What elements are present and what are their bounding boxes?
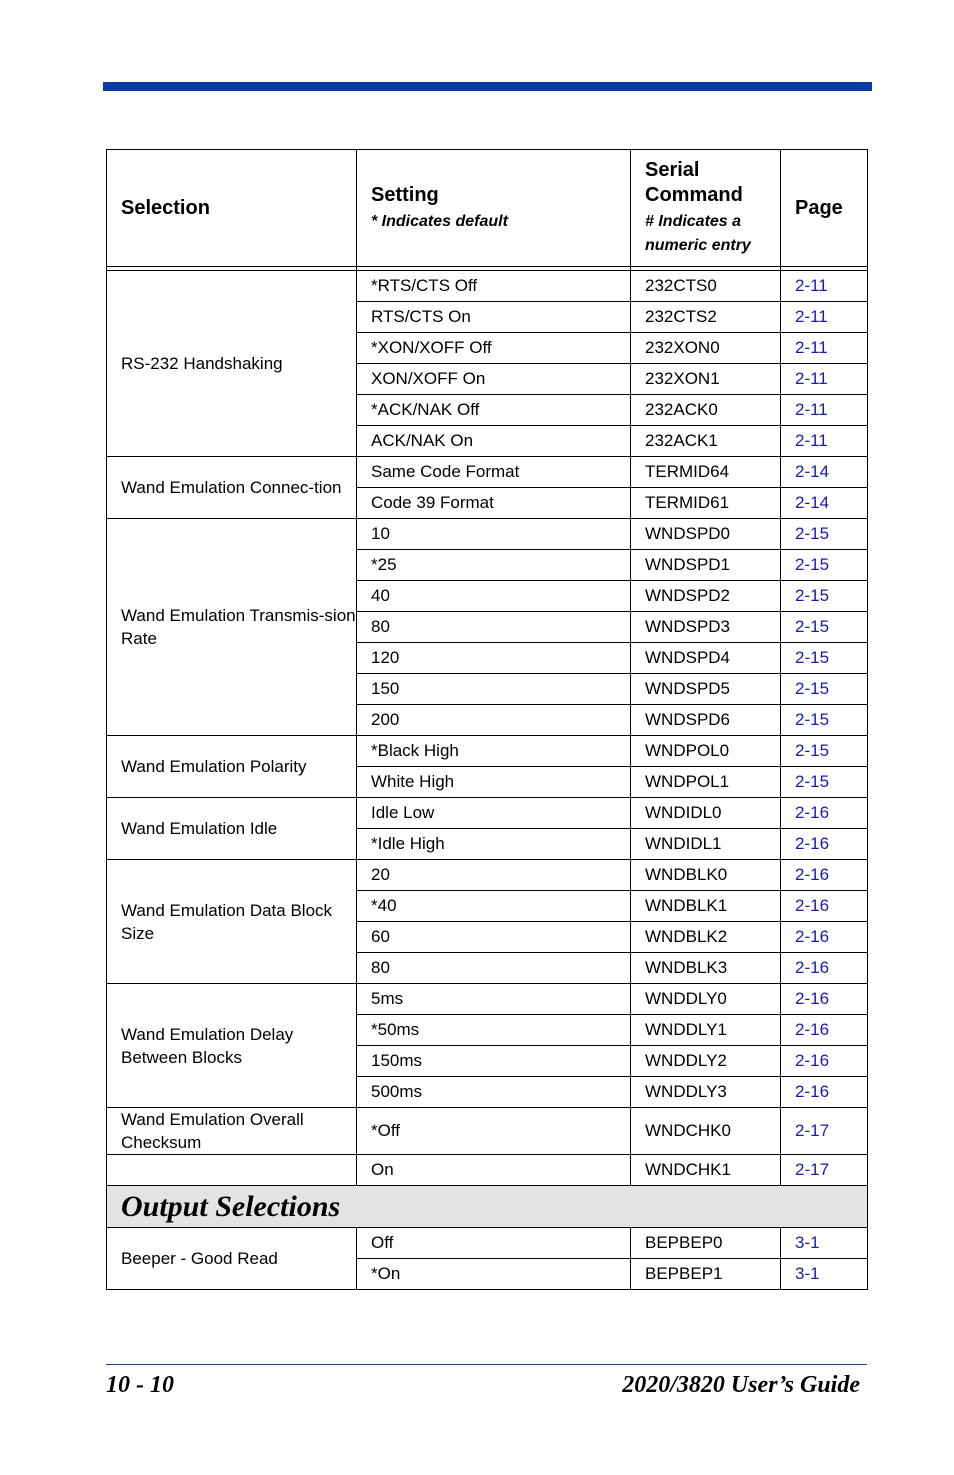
setting-cell: *RTS/CTS Off <box>357 271 631 302</box>
page-cell <box>781 612 868 643</box>
setting-cell: 40 <box>357 581 631 612</box>
selection-cell: Wand Emulation Overall Checksum <box>107 1108 357 1155</box>
serial-command-cell: 232CTS2 <box>631 302 781 333</box>
serial-command-cell: TERMID64 <box>631 457 781 488</box>
page-cell <box>781 1077 868 1108</box>
setting-cell: *50ms <box>357 1015 631 1046</box>
table-row <box>107 271 868 302</box>
page-cell <box>781 271 868 302</box>
page-link[interactable]: 2-15 <box>795 710 830 729</box>
section-row <box>107 1186 868 1228</box>
serial-command-cell: WNDCHK1 <box>631 1155 781 1186</box>
serial-command-cell: WNDIDL1 <box>631 829 781 860</box>
setting-cell: 200 <box>357 705 631 736</box>
page-cell <box>781 302 868 333</box>
selection-cell: Wand Emulation Idle <box>107 798 357 860</box>
selection-cell <box>107 1155 357 1186</box>
page-link[interactable]: 2-16 <box>795 958 830 977</box>
page-link[interactable]: 2-11 <box>795 369 828 388</box>
setting-cell: *On <box>357 1259 631 1290</box>
page-link[interactable]: 2-16 <box>795 1020 830 1039</box>
page-cell <box>781 736 868 767</box>
header-serial-command: Serial Command # Indicates a numeric entry <box>631 150 781 267</box>
setting-cell: *Black High <box>357 736 631 767</box>
table-row <box>107 984 868 1015</box>
serial-command-cell: TERMID61 <box>631 488 781 519</box>
serial-command-cell: 232XON1 <box>631 364 781 395</box>
footer-rule <box>106 1364 867 1365</box>
setting-cell: XON/XOFF On <box>357 364 631 395</box>
page-cell <box>781 891 868 922</box>
page-link[interactable]: 2-14 <box>795 462 830 481</box>
page-link[interactable]: 2-15 <box>795 741 830 760</box>
page-link[interactable]: 3-1 <box>795 1233 820 1252</box>
setting-cell: Same Code Format <box>357 457 631 488</box>
setting-cell: *XON/XOFF Off <box>357 333 631 364</box>
table-header-row <box>107 150 868 267</box>
page-link[interactable]: 2-11 <box>795 307 828 326</box>
table-row <box>107 1155 868 1186</box>
page-cell <box>781 705 868 736</box>
page-cell <box>781 1108 868 1155</box>
serial-command-cell: WNDSPD0 <box>631 519 781 550</box>
page-link[interactable]: 2-17 <box>795 1160 830 1179</box>
serial-command-cell: WNDSPD4 <box>631 643 781 674</box>
setting-cell: ACK/NAK On <box>357 426 631 457</box>
page-link[interactable]: 2-15 <box>795 648 830 667</box>
page-cell <box>781 674 868 705</box>
serial-command-cell: WNDSPD3 <box>631 612 781 643</box>
header-selection: Selection <box>107 150 357 267</box>
table-row <box>107 798 868 829</box>
page-link[interactable]: 2-17 <box>795 1121 830 1140</box>
setting-cell: 500ms <box>357 1077 631 1108</box>
selection-cell: RS-232 Handshaking <box>107 271 357 457</box>
page-cell <box>781 333 868 364</box>
page-cell <box>781 1046 868 1077</box>
setting-cell: 10 <box>357 519 631 550</box>
table-row <box>107 736 868 767</box>
serial-command-cell: WNDPOL0 <box>631 736 781 767</box>
table-row <box>107 1108 868 1155</box>
setting-cell: *Off <box>357 1108 631 1155</box>
serial-command-cell: 232ACK0 <box>631 395 781 426</box>
serial-command-cell: WNDDLY1 <box>631 1015 781 1046</box>
setting-cell: 5ms <box>357 984 631 1015</box>
page-cell <box>781 1228 868 1259</box>
serial-command-cell: WNDBLK3 <box>631 953 781 984</box>
setting-cell: Off <box>357 1228 631 1259</box>
page-link[interactable]: 2-11 <box>795 400 828 419</box>
page-cell <box>781 953 868 984</box>
page-link[interactable]: 2-15 <box>795 555 830 574</box>
serial-command-cell: WNDSPD2 <box>631 581 781 612</box>
page-link[interactable]: 2-15 <box>795 617 830 636</box>
serial-command-cell: WNDCHK0 <box>631 1108 781 1155</box>
page-cell <box>781 1155 868 1186</box>
serial-command-cell: WNDBLK0 <box>631 860 781 891</box>
page-cell <box>781 984 868 1015</box>
setting-cell: *25 <box>357 550 631 581</box>
serial-command-cell: 232CTS0 <box>631 271 781 302</box>
serial-command-cell: WNDSPD5 <box>631 674 781 705</box>
page-link[interactable]: 2-11 <box>795 338 828 357</box>
page-link[interactable]: 2-16 <box>795 927 830 946</box>
serial-command-cell: WNDPOL1 <box>631 767 781 798</box>
serial-command-cell: WNDBLK1 <box>631 891 781 922</box>
page-link[interactable]: 3-1 <box>795 1264 820 1283</box>
setting-cell: *ACK/NAK Off <box>357 395 631 426</box>
table-row <box>107 1228 868 1259</box>
serial-command-cell: WNDSPD1 <box>631 550 781 581</box>
page-cell <box>781 426 868 457</box>
page-link[interactable]: 2-16 <box>795 989 830 1008</box>
footer-page-number: 10 - 10 <box>106 1372 174 1398</box>
page-cell <box>781 488 868 519</box>
header-page: Page <box>781 150 868 267</box>
page-cell <box>781 922 868 953</box>
page-cell <box>781 860 868 891</box>
serial-command-cell: WNDDLY3 <box>631 1077 781 1108</box>
page-cell <box>781 519 868 550</box>
command-table <box>106 149 868 1290</box>
page-cell <box>781 364 868 395</box>
page-link[interactable]: 2-15 <box>795 772 830 791</box>
section-title: Output Selections <box>107 1186 868 1228</box>
setting-cell: *40 <box>357 891 631 922</box>
table-body <box>107 267 868 1290</box>
page-link[interactable]: 2-16 <box>795 1051 830 1070</box>
serial-command-cell: WNDDLY0 <box>631 984 781 1015</box>
header-rule <box>103 82 872 91</box>
page-cell <box>781 581 868 612</box>
setting-cell: 20 <box>357 860 631 891</box>
table-row <box>107 860 868 891</box>
selection-cell: Wand Emulation Polarity <box>107 736 357 798</box>
setting-cell: Code 39 Format <box>357 488 631 519</box>
selection-cell: Wand Emulation Connec-tion <box>107 457 357 519</box>
setting-cell: RTS/CTS On <box>357 302 631 333</box>
page-link[interactable]: 2-16 <box>795 1082 830 1101</box>
page-cell <box>781 1015 868 1046</box>
header-setting: Setting * Indicates default <box>357 150 631 267</box>
page-link[interactable]: 2-14 <box>795 493 830 512</box>
page-cell <box>781 643 868 674</box>
setting-cell: On <box>357 1155 631 1186</box>
page-link[interactable]: 2-16 <box>795 803 830 822</box>
setting-cell: 150 <box>357 674 631 705</box>
setting-cell: Idle Low <box>357 798 631 829</box>
selection-cell: Wand Emulation Data Block Size <box>107 860 357 984</box>
footer-guide-title: 2020/3820 User’s Guide <box>622 1372 860 1398</box>
serial-command-cell: 232XON0 <box>631 333 781 364</box>
page-cell <box>781 395 868 426</box>
setting-cell: 60 <box>357 922 631 953</box>
page-link[interactable]: 2-15 <box>795 679 830 698</box>
serial-command-cell: WNDIDL0 <box>631 798 781 829</box>
page-cell <box>781 767 868 798</box>
page-link[interactable]: 2-16 <box>795 834 830 853</box>
page-cell <box>781 457 868 488</box>
table-row <box>107 519 868 550</box>
selection-cell: Beeper - Good Read <box>107 1228 357 1290</box>
page-link[interactable]: 2-16 <box>795 896 830 915</box>
serial-command-cell: WNDSPD6 <box>631 705 781 736</box>
page-cell <box>781 550 868 581</box>
table-row <box>107 457 868 488</box>
page-link[interactable]: 2-16 <box>795 865 830 884</box>
page-link[interactable]: 2-15 <box>795 524 830 543</box>
serial-command-cell: WNDBLK2 <box>631 922 781 953</box>
serial-command-cell: BEPBEP0 <box>631 1228 781 1259</box>
page-cell <box>781 829 868 860</box>
setting-cell: 120 <box>357 643 631 674</box>
setting-cell: White High <box>357 767 631 798</box>
serial-command-cell: WNDDLY2 <box>631 1046 781 1077</box>
page-link[interactable]: 2-15 <box>795 586 830 605</box>
setting-cell: 80 <box>357 612 631 643</box>
serial-command-cell: BEPBEP1 <box>631 1259 781 1290</box>
page-cell <box>781 798 868 829</box>
setting-cell: 80 <box>357 953 631 984</box>
page-link[interactable]: 2-11 <box>795 276 828 295</box>
serial-command-cell: 232ACK1 <box>631 426 781 457</box>
page-cell <box>781 1259 868 1290</box>
selection-cell: Wand Emulation Transmis-sion Rate <box>107 519 357 736</box>
setting-cell: *Idle High <box>357 829 631 860</box>
setting-cell: 150ms <box>357 1046 631 1077</box>
page-link[interactable]: 2-11 <box>795 431 828 450</box>
selection-cell: Wand Emulation Delay Between Blocks <box>107 984 357 1108</box>
